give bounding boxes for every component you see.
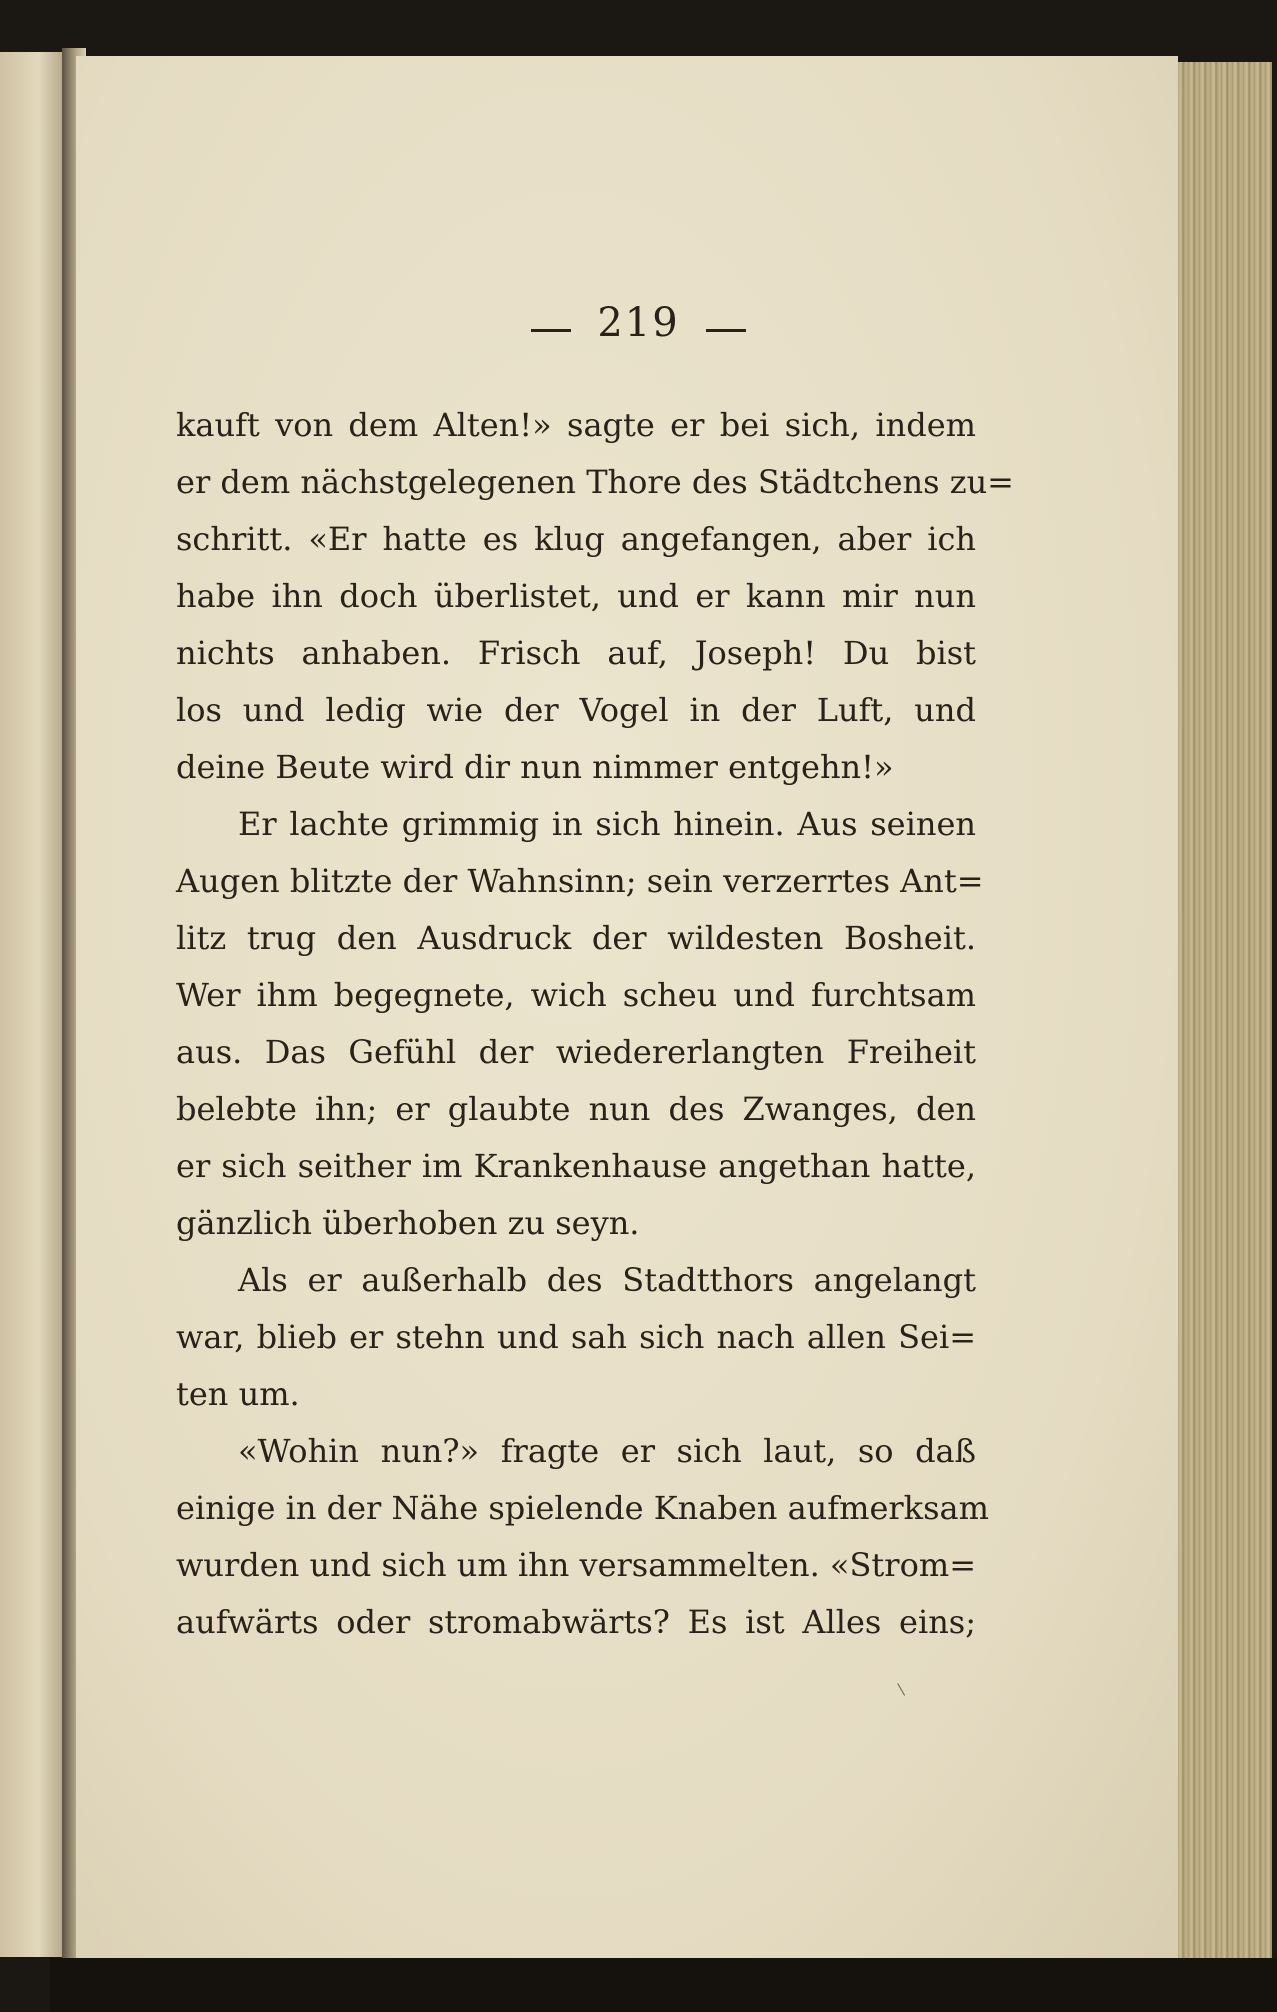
text-line: war, blieb er stehn und sah sich nach allen Sei= <box>176 1318 976 1356</box>
text-line: kauft von dem Alten!» sagte er bei sich, indem <box>176 406 976 444</box>
body-text <box>176 397 1014 1651</box>
header-dash-left <box>531 329 571 332</box>
text-line: litz trug den Ausdruck der wildesten Bosheit. <box>176 919 976 957</box>
text-line: habe ihn doch überlistet, und er kann mir nun <box>176 577 976 615</box>
text-line: deine Beute wird dir nun nimmer entgehn!» <box>176 748 894 786</box>
text-line: Als er außerhalb des Stadtthors angelangt <box>238 1261 976 1299</box>
text-line: «Wohin nun?» fragte er sich laut, so daß <box>238 1432 976 1470</box>
text-line: Er lachte grimmig in sich hinein. Aus seinen <box>238 805 976 843</box>
page-block-edges <box>1178 62 1272 1962</box>
text-line: er dem nächstgelegenen Thore des Städtchens zu= <box>176 463 1014 501</box>
header-dash-right <box>706 329 746 332</box>
page-header <box>0 300 1277 346</box>
text-line: aus. Das Gefühl der wiedererlangten Freiheit <box>176 1033 976 1071</box>
scan-bottom-border <box>50 1958 1277 2012</box>
text-line: ten um. <box>176 1375 300 1413</box>
text-line: aufwärts oder stromabwärts? Es ist Alles eins; <box>176 1603 976 1641</box>
text-line: Augen blitzte der Wahnsinn; sein verzerrtes Ant= <box>176 862 984 900</box>
page-number: 219 <box>597 300 680 346</box>
text-line: Wer ihm begegnete, wich scheu und furchtsam <box>176 976 976 1014</box>
text-line: schritt. «Er hatte es klug angefangen, aber ich <box>176 520 976 558</box>
text-line: gänzlich überhoben zu seyn. <box>176 1204 640 1242</box>
text-line: nichts anhaben. Frisch auf, Joseph! Du bist <box>176 634 976 672</box>
text-line: er sich seither im Krankenhause angethan hatte, <box>176 1147 976 1185</box>
text-line: einige in der Nähe spielende Knaben aufmerksam <box>176 1489 989 1527</box>
text-line: belebte ihn; er glaubte nun des Zwanges, den <box>176 1090 976 1128</box>
text-line: wurden und sich um ihn versammelten. «Strom= <box>176 1546 976 1584</box>
text-line: los und ledig wie der Vogel in der Luft, und <box>176 691 976 729</box>
